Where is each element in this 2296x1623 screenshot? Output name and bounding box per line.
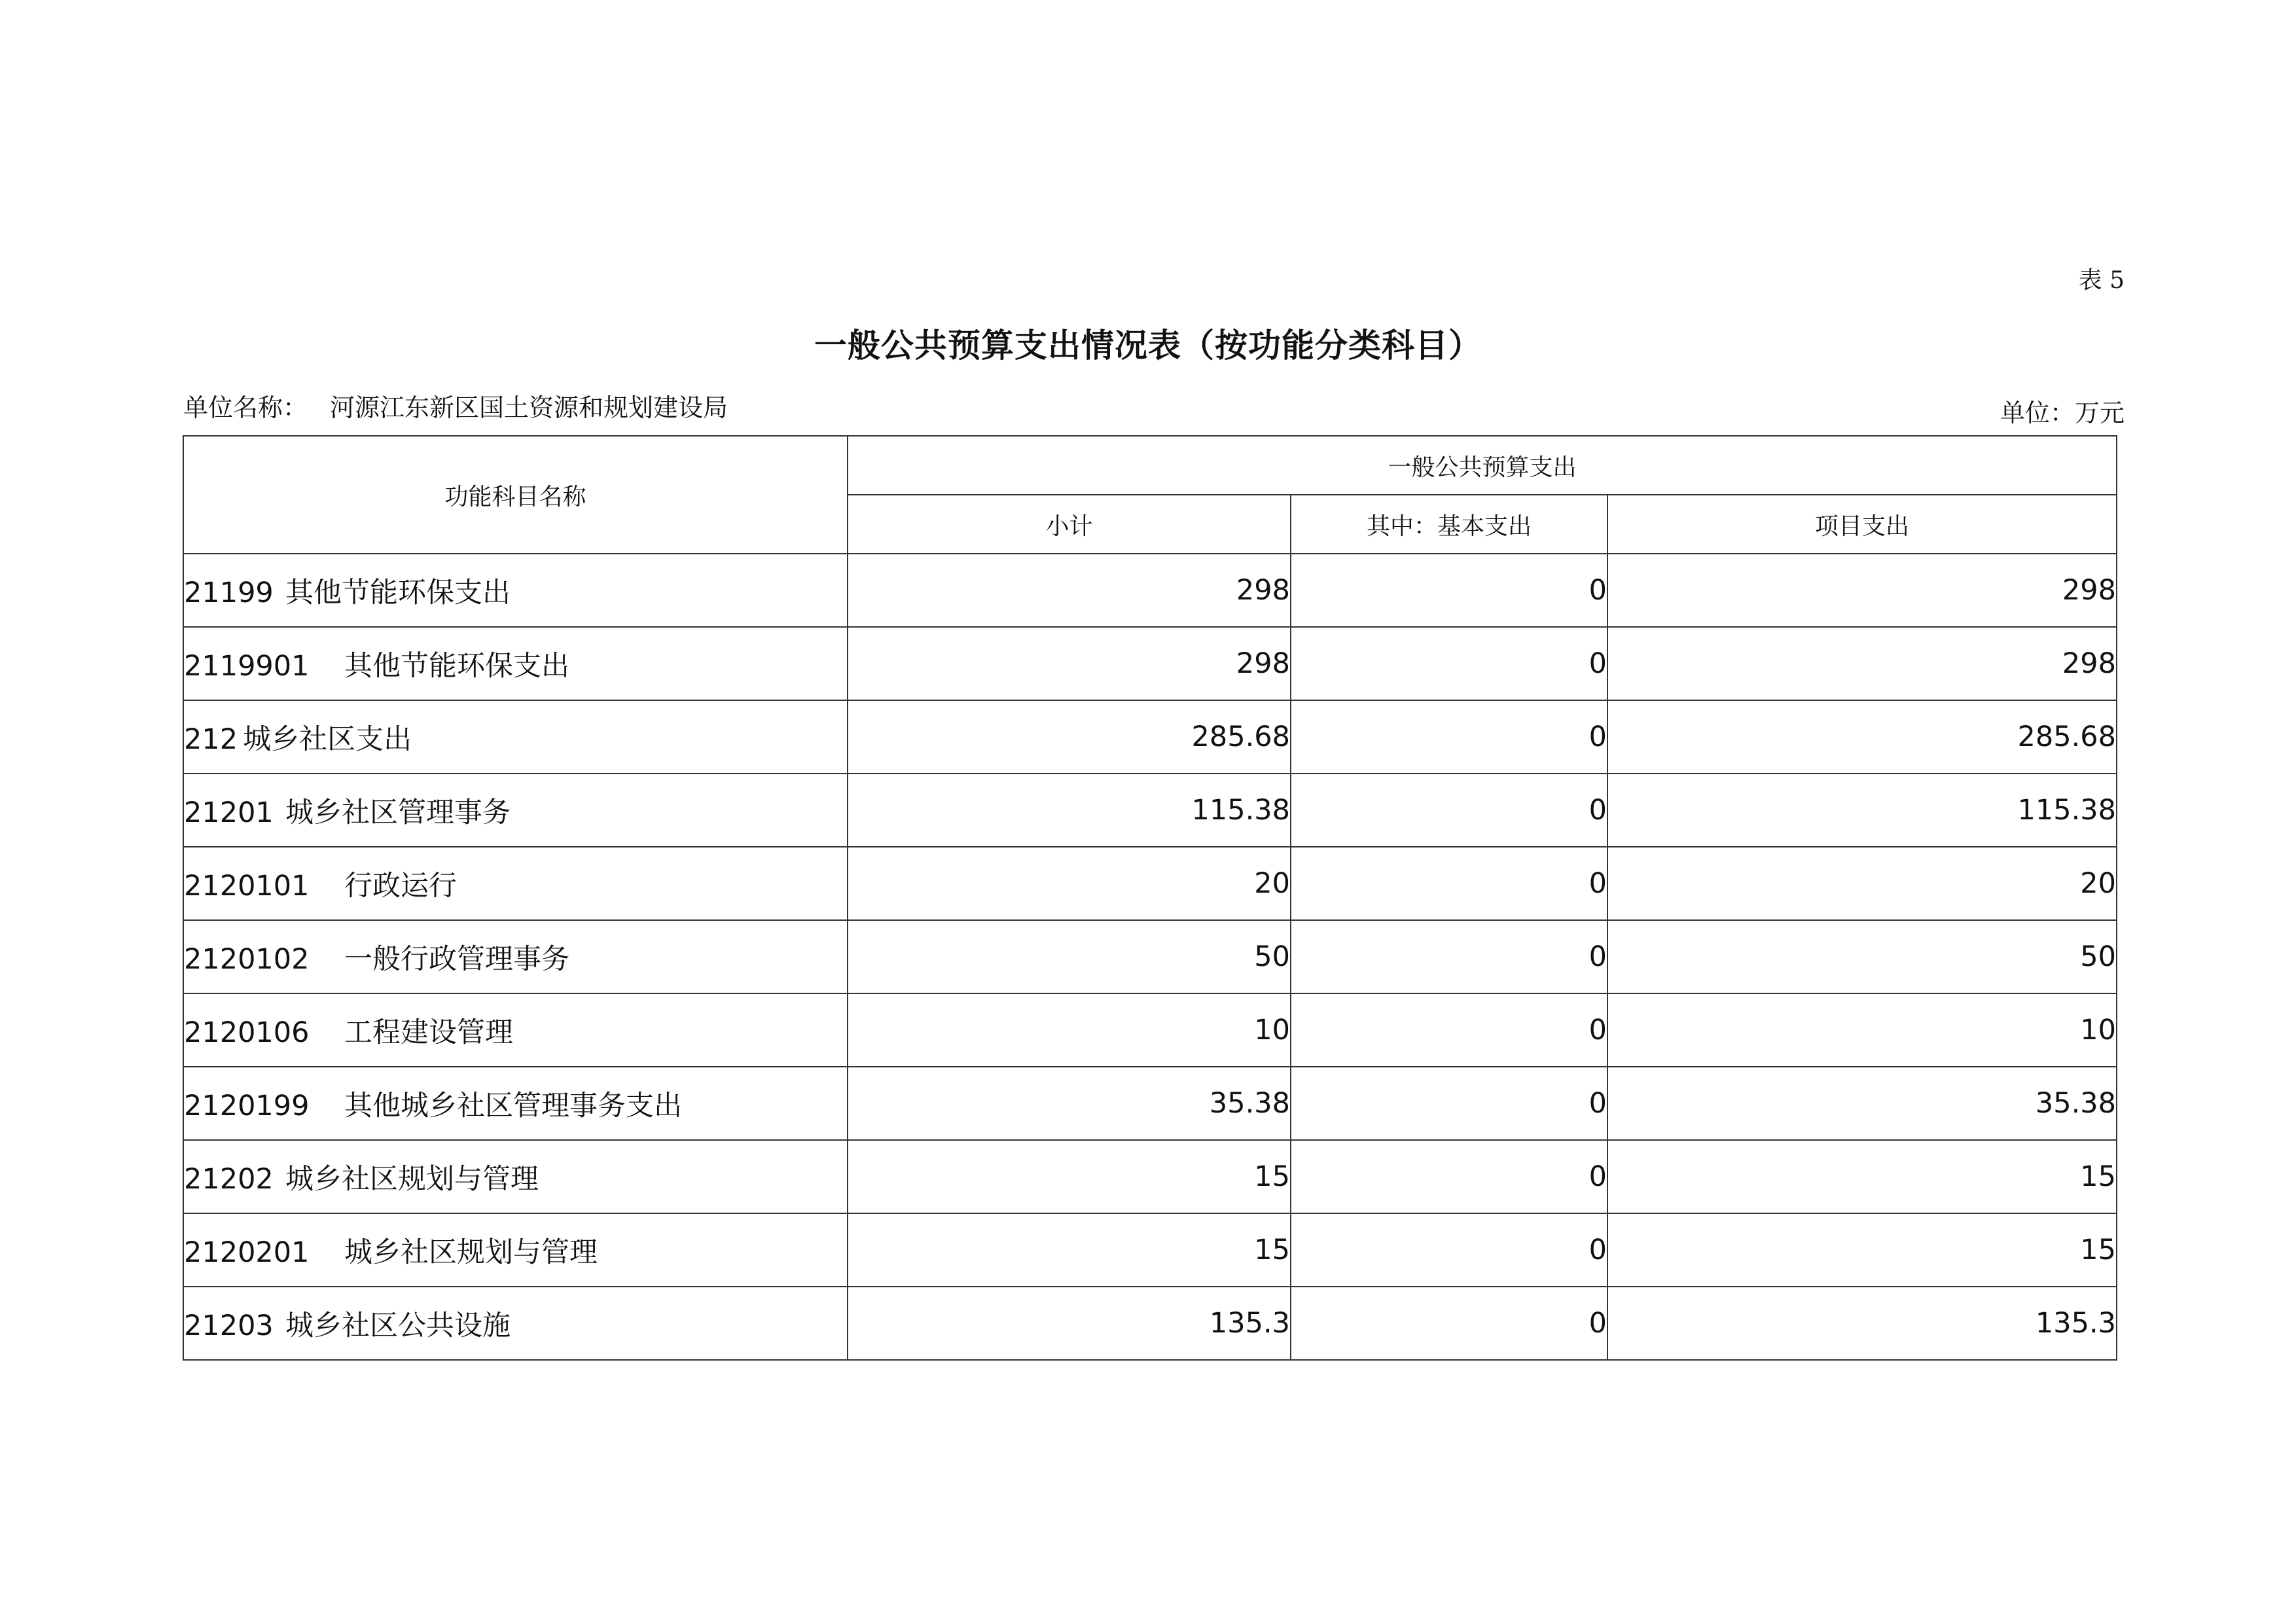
project-cell: 20 (1607, 847, 2117, 920)
subject-name: 城乡社区公共设施 (285, 1309, 511, 1342)
subject-name: 工程建设管理 (344, 1016, 513, 1049)
basic-cell: 0 (1291, 1287, 1607, 1360)
unit-name-value: 河源江东新区国土资源和规划建设局 (330, 393, 728, 422)
subject-name: 行政运行 (344, 869, 457, 902)
subject-cell (183, 1213, 848, 1287)
subject-cell (183, 774, 848, 847)
subject-code: 21199 (184, 576, 274, 609)
subtotal-cell: 10 (848, 993, 1291, 1067)
project-cell: 285.68 (1607, 700, 2117, 774)
subtotal-cell: 50 (848, 920, 1291, 993)
subtotal-cell: 15 (848, 1140, 1291, 1213)
header-subject: 功能科目名称 (183, 436, 848, 554)
basic-cell: 0 (1291, 700, 1607, 774)
project-cell: 35.38 (1607, 1067, 2117, 1140)
basic-cell: 0 (1291, 1140, 1607, 1213)
table-row (183, 1287, 2117, 1360)
table-row (183, 1140, 2117, 1213)
basic-cell: 0 (1291, 920, 1607, 993)
subject-cell (183, 554, 848, 627)
subject-cell (183, 1067, 848, 1140)
header-subtotal: 小计 (848, 495, 1291, 554)
unit-name-label: 单位名称： (183, 393, 308, 422)
subject-name: 其他城乡社区管理事务支出 (344, 1089, 682, 1122)
subject-code: 2120101 (184, 869, 310, 902)
subject-name: 城乡社区支出 (243, 722, 412, 756)
subject-code: 2120102 (184, 942, 310, 976)
subject-code: 2120199 (184, 1089, 310, 1122)
subject-name: 城乡社区规划与管理 (344, 1236, 598, 1269)
subject-cell (183, 700, 848, 774)
subject-code: 2120201 (184, 1236, 310, 1269)
basic-cell: 0 (1291, 993, 1607, 1067)
subtotal-cell: 285.68 (848, 700, 1291, 774)
basic-cell: 0 (1291, 627, 1607, 700)
subtotal-cell: 15 (848, 1213, 1291, 1287)
table-row (183, 1067, 2117, 1140)
subtotal-cell: 35.38 (848, 1067, 1291, 1140)
subject-code: 2120106 (184, 1016, 310, 1049)
subtotal-cell: 115.38 (848, 774, 1291, 847)
project-cell: 115.38 (1607, 774, 2117, 847)
project-cell: 135.3 (1607, 1287, 2117, 1360)
header-basic: 其中：基本支出 (1291, 495, 1607, 554)
subject-name: 城乡社区管理事务 (285, 796, 511, 829)
basic-cell: 0 (1291, 554, 1607, 627)
budget-table (183, 435, 2117, 1361)
subject-code: 21203 (184, 1309, 274, 1342)
table-row (183, 627, 2117, 700)
basic-cell: 0 (1291, 1213, 1607, 1287)
subtotal-cell: 298 (848, 627, 1291, 700)
basic-cell: 0 (1291, 1067, 1607, 1140)
subject-cell (183, 847, 848, 920)
table-row (183, 847, 2117, 920)
table-row (183, 700, 2117, 774)
subtotal-cell: 20 (848, 847, 1291, 920)
subject-name: 一般行政管理事务 (344, 942, 569, 976)
project-cell: 10 (1607, 993, 2117, 1067)
subject-cell (183, 1287, 848, 1360)
subject-cell (183, 920, 848, 993)
subject-name: 其他节能环保支出 (344, 649, 569, 683)
table-body (183, 554, 2117, 1360)
basic-cell: 0 (1291, 774, 1607, 847)
subject-cell (183, 1140, 848, 1213)
subject-code: 21201 (184, 796, 274, 829)
table-row (183, 1213, 2117, 1287)
subject-code: 212 (184, 722, 238, 756)
subject-cell (183, 993, 848, 1067)
subject-code: 2119901 (184, 649, 310, 683)
subject-name: 其他节能环保支出 (285, 576, 511, 609)
table-header (183, 436, 2117, 554)
header-project: 项目支出 (1607, 495, 2117, 554)
header-group: 一般公共预算支出 (848, 436, 2117, 495)
table-row (183, 774, 2117, 847)
project-cell: 50 (1607, 920, 2117, 993)
project-cell: 298 (1607, 627, 2117, 700)
subject-cell (183, 627, 848, 700)
subtotal-cell: 298 (848, 554, 1291, 627)
subject-name: 城乡社区规划与管理 (285, 1162, 539, 1196)
table-row (183, 920, 2117, 993)
table-number: 表 5 (2078, 267, 2125, 294)
table-row (183, 554, 2117, 627)
project-cell: 15 (1607, 1213, 2117, 1287)
subtotal-cell: 135.3 (848, 1287, 1291, 1360)
unit-name-line (183, 387, 728, 423)
project-cell: 298 (1607, 554, 2117, 627)
table-row (183, 993, 2117, 1067)
currency-unit: 单位：万元 (2000, 399, 2125, 427)
project-cell: 15 (1607, 1140, 2117, 1213)
page-title: 一般公共预算支出情况表（按功能分类科目） (814, 326, 1482, 365)
basic-cell: 0 (1291, 847, 1607, 920)
subject-code: 21202 (184, 1162, 274, 1196)
